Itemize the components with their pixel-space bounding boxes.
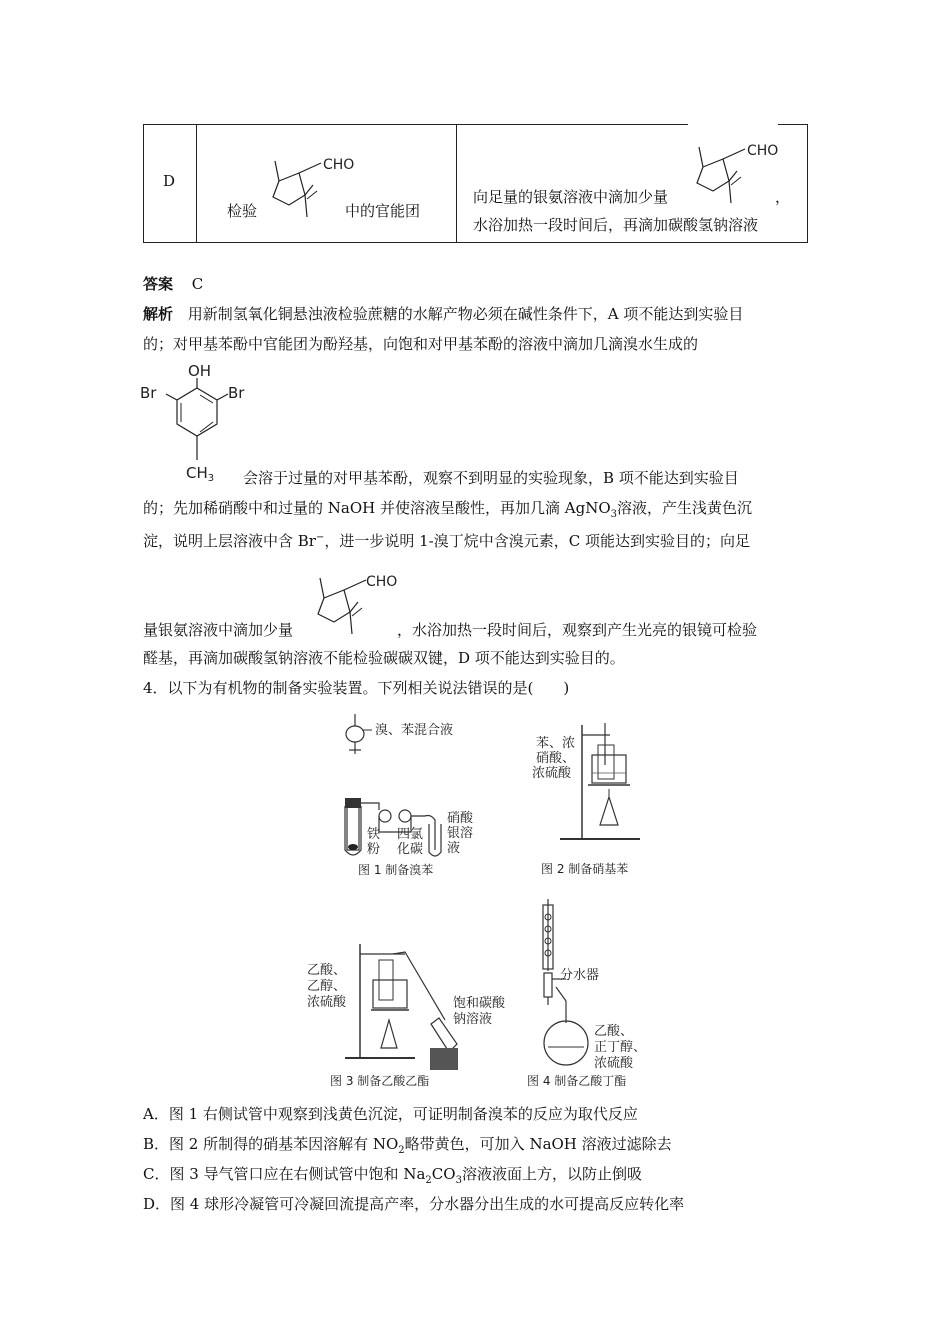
- fig2-label: 苯、浓: [536, 736, 576, 751]
- fig3-right-label: 饱和碳酸: [453, 996, 505, 1011]
- row-label-cell: [144, 125, 197, 243]
- svg-text:乙醇、: 乙醇、: [307, 979, 347, 994]
- fig3-caption: 图 3 制备乙酸乙酯: [330, 1074, 430, 1088]
- figure-1-apparatus: [325, 710, 495, 880]
- answer-line: [143, 274, 203, 294]
- analysis-line7: 醛基，再滴加碳酸氢钠溶液不能检验碳碳双键，D 项不能达到实验目的。: [143, 649, 625, 667]
- svg-text:浓硫酸: 浓硫酸: [594, 1056, 634, 1071]
- oh-label: OH: [188, 362, 212, 380]
- analysis-line6a: 量银氨溶液中滴加少量: [143, 621, 294, 639]
- analysis-line4: 的；先加稀硝酸中和过量的 NaOH 并使溶液呈酸性，再加几滴 AgNO$_3$溶液，产生浅黄色沉: [143, 499, 753, 520]
- analysis-line3: 会溶于过量的对甲基苯酚，观察不到明显的实验现象，B 项不能达到实验目: [243, 469, 739, 487]
- fig4-caption: 图 4 制备乙酸丁酯: [527, 1074, 627, 1088]
- question-stem: 4．以下为有机物的制备实验装置。下列相关说法错误的是( ): [143, 679, 570, 697]
- cho-label: CHO: [323, 157, 355, 173]
- svg-text:浓硫酸: 浓硫酸: [532, 766, 572, 781]
- row-label: D: [163, 172, 176, 190]
- fig3-label: 乙酸、: [307, 963, 347, 978]
- operation-cell: [457, 125, 808, 243]
- analysis-line1: 解析 用新制氢氧化铜悬浊液检验蔗糖的水解产物必须在碱性条件下，A 项不能达到实验目: [143, 305, 744, 323]
- br-left-label: Br: [140, 384, 157, 402]
- svg-text:浓硫酸: 浓硫酸: [307, 995, 347, 1010]
- br-right-label: Br: [228, 384, 245, 402]
- answer-label: 答案: [143, 275, 174, 293]
- exp-left-text: 检验: [227, 202, 258, 220]
- figure-2-apparatus: [530, 715, 660, 880]
- op-line1: 向足量的银氨溶液中滴加少量: [473, 188, 669, 206]
- op-line1-comma: ，: [775, 188, 791, 206]
- exp-right-text: 中的官能团: [345, 202, 421, 220]
- fig2-caption: 图 2 制备硝基苯: [541, 862, 629, 876]
- option-c: C．图 3 导气管口应在右侧试管中饱和 $Na_2CO_3$溶液液面上方，以防止倒吸: [143, 1165, 642, 1186]
- option-b: B．图 2 所制得的硝基苯因溶解有 $NO_2$略带黄色，可加入 NaOH 溶液过滤除去: [143, 1135, 672, 1156]
- ch3-label: $CH_3$: [186, 464, 215, 484]
- figure-4-apparatus: [520, 895, 660, 1090]
- fig4-separator-label: 分水器: [560, 968, 600, 983]
- fig4-label: 乙酸、: [594, 1024, 634, 1039]
- molecule-structure: [300, 556, 410, 636]
- analysis-label: 解析: [143, 305, 174, 323]
- svg-text:液: 液: [447, 841, 461, 856]
- fig1-ccl4-label: 四氯: [397, 827, 424, 842]
- fig1-fe-label: 铁: [367, 827, 381, 842]
- fig1-caption: 图 1 制备溴苯: [358, 863, 434, 877]
- tribromocresol-structure: [140, 360, 250, 485]
- op-line2: 水浴加热一段时间后，再滴加碳酸氢钠溶液: [473, 216, 759, 234]
- table-row: [144, 125, 808, 243]
- answer-value: C: [191, 275, 204, 293]
- analysis-line2: 的；对甲基苯酚中官能团为酚羟基，向饱和对甲基苯酚的溶液中滴加几滴溴水生成的: [143, 335, 699, 353]
- analysis-line6b: ，水浴加热一段时间后，观察到产生光亮的银镜可检验: [397, 621, 758, 639]
- fig1-ag-label: 硝酸: [447, 811, 474, 826]
- svg-text:正丁醇、: 正丁醇、: [594, 1040, 647, 1055]
- cho-label: CHO: [747, 143, 779, 159]
- fig1-top-label: 溴、苯混合液: [375, 723, 454, 738]
- svg-text:钠溶液: 钠溶液: [453, 1012, 493, 1027]
- svg-text:硝酸、: 硝酸、: [536, 751, 576, 766]
- analysis-line5: 淀，说明上层溶液中含 Br−，进一步说明 1-溴丁烷中含溴元素，C 项能达到实验目的；向足: [143, 532, 750, 550]
- experiment-table: [143, 124, 808, 243]
- svg-text:银溶: 银溶: [447, 826, 474, 841]
- molecule-structure: [679, 127, 789, 205]
- cho-label: CHO: [366, 574, 398, 590]
- svg-text:化碳: 化碳: [397, 842, 424, 857]
- figure-3-apparatus: [305, 940, 505, 1090]
- experiment-cell: [197, 125, 457, 243]
- svg-text:粉: 粉: [367, 842, 381, 857]
- option-a: A．图 1 右侧试管中观察到浅黄色沉淀，可证明制备溴苯的反应为取代反应: [143, 1105, 638, 1123]
- option-d: D．图 4 球形冷凝管可冷凝回流提高产率，分水器分出生成的水可提高反应转化率: [143, 1195, 685, 1213]
